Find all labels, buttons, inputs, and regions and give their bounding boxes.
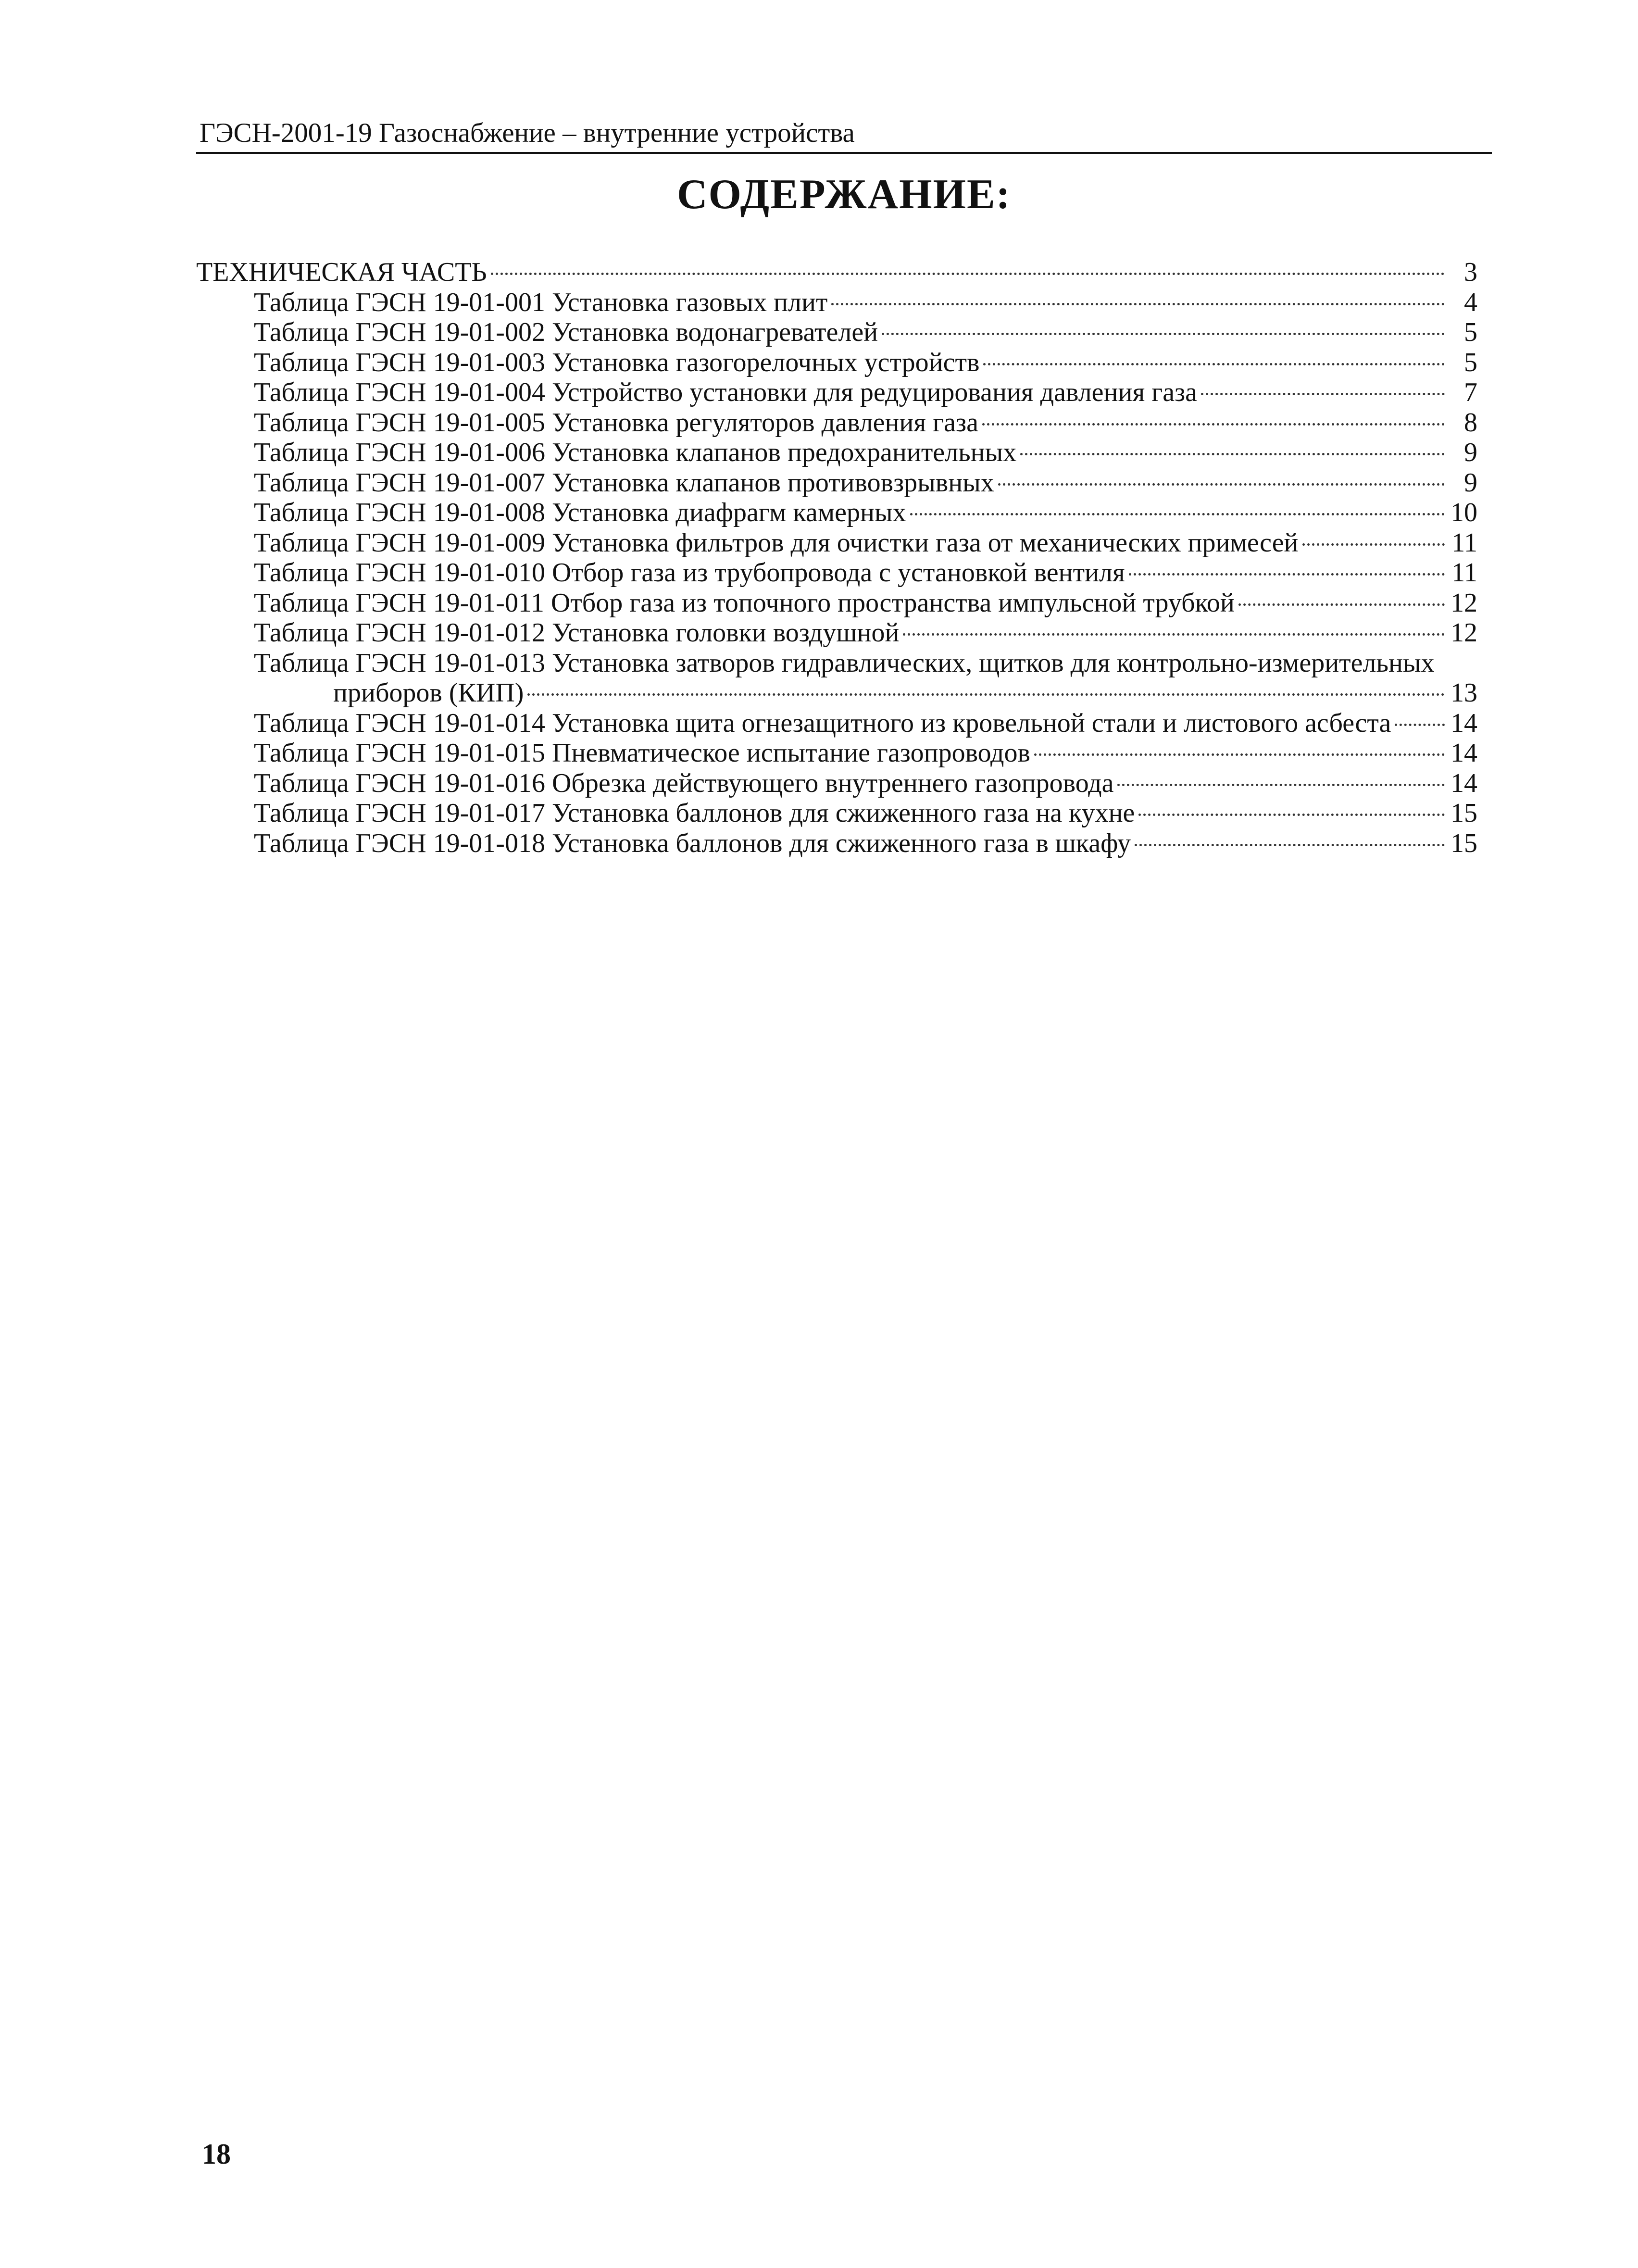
dot-leader (998, 483, 1445, 486)
toc-item-page: 9 (1464, 438, 1477, 467)
toc-item-page: 14 (1450, 708, 1477, 738)
toc-item[interactable] (196, 408, 1477, 438)
toc-item-label: Таблица ГЭСН 19-01-013 Установка затворов гидравлических, щитков для контрольно-измерительных (254, 648, 1435, 678)
dot-leader (882, 333, 1445, 335)
toc-item-page: 5 (1464, 317, 1477, 347)
toc-item-label: Таблица ГЭСН 19-01-015 Пневматическое испытание газопроводов (254, 738, 1030, 768)
dot-leader (527, 693, 1445, 696)
toc-item[interactable] (196, 288, 1477, 318)
toc-item-wrapped-continuation[interactable] (196, 678, 1477, 708)
toc-item[interactable] (196, 317, 1477, 348)
toc-item[interactable] (196, 588, 1477, 618)
table-of-contents (196, 257, 1477, 858)
page-title: СОДЕРЖАНИЕ: (677, 171, 1011, 218)
dot-leader (1117, 784, 1445, 786)
toc-item-label: Таблица ГЭСН 19-01-011 Отбор газа из топочного пространства импульсной трубкой (254, 588, 1235, 618)
dot-leader (1238, 603, 1445, 606)
dot-leader (910, 513, 1445, 515)
toc-item[interactable] (196, 528, 1477, 558)
toc-item-label: Таблица ГЭСН 19-01-009 Установка фильтров для очистки газа от механических примесей (254, 527, 1299, 558)
toc-item-label: Таблица ГЭСН 19-01-014 Установка щита огнезащитного из кровельной стали и листового асбеста (254, 708, 1391, 738)
toc-item-page: 10 (1450, 498, 1477, 527)
dot-leader (1138, 814, 1445, 816)
toc-item-label: ТЕХНИЧЕСКАЯ ЧАСТЬ (196, 257, 487, 287)
toc-item[interactable] (196, 738, 1477, 768)
toc-item-page: 3 (1464, 257, 1477, 287)
toc-item[interactable] (196, 468, 1477, 498)
toc-item-wrapped[interactable] (196, 648, 1477, 678)
dot-leader (491, 273, 1445, 275)
toc-item-page: 4 (1464, 287, 1477, 317)
toc-item-page: 11 (1451, 558, 1477, 588)
toc-item-label: Таблица ГЭСН 19-01-005 Установка регуляторов давления газа (254, 407, 978, 438)
toc-item-page: 14 (1450, 738, 1477, 768)
dot-leader (983, 363, 1445, 365)
dot-leader (903, 633, 1445, 636)
toc-item-label: Таблица ГЭСН 19-01-003 Установка газогорелочных устройств (254, 347, 980, 377)
toc-item-label: Таблица ГЭСН 19-01-001 Установка газовых плит (254, 287, 828, 317)
toc-item-page: 8 (1464, 407, 1477, 438)
toc-item-label: Таблица ГЭСН 19-01-008 Установка диафрагм камерных (254, 498, 906, 527)
toc-item-label: Таблица ГЭСН 19-01-010 Отбор газа из трубопровода с установкой вентиля (254, 558, 1125, 588)
running-header: ГЭСН-2001-19 Газоснабжение – внутренние устройства (200, 118, 855, 148)
toc-item-label: Таблица ГЭСН 19-01-007 Установка клапанов противовзрывных (254, 467, 994, 498)
toc-item-label: приборов (КИП) (333, 678, 524, 708)
toc-item-technical-part[interactable] (196, 257, 1477, 288)
toc-item-label: Таблица ГЭСН 19-01-018 Установка баллонов для сжиженного газа в шкафу (254, 828, 1131, 858)
toc-item[interactable] (196, 438, 1477, 468)
toc-item[interactable] (196, 348, 1477, 378)
dot-leader (1020, 453, 1445, 455)
toc-item[interactable] (196, 377, 1477, 408)
toc-item-page: 11 (1451, 527, 1477, 558)
toc-item-label: Таблица ГЭСН 19-01-017 Установка баллонов для сжиженного газа на кухне (254, 798, 1135, 828)
page-number: 18 (202, 2138, 231, 2170)
toc-item-label: Таблица ГЭСН 19-01-012 Установка головки воздушной (254, 618, 900, 648)
toc-item-label: Таблица ГЭСН 19-01-004 Устройство установки для редуцирования давления газа (254, 377, 1198, 407)
toc-item[interactable] (196, 768, 1477, 799)
toc-item-label: Таблица ГЭСН 19-01-002 Установка водонагревателей (254, 317, 878, 347)
dot-leader (1201, 393, 1445, 395)
toc-item-page: 12 (1450, 618, 1477, 648)
dot-leader (1135, 844, 1445, 846)
header-rule (196, 152, 1492, 154)
toc-item-label: Таблица ГЭСН 19-01-016 Обрезка действующего внутреннего газопровода (254, 768, 1114, 798)
toc-item[interactable] (196, 618, 1477, 648)
toc-item[interactable] (196, 828, 1477, 859)
toc-item-page: 15 (1450, 828, 1477, 858)
dot-leader (1034, 753, 1445, 756)
dot-leader (1129, 573, 1445, 576)
toc-item-page: 13 (1450, 678, 1477, 708)
toc-item[interactable] (196, 708, 1477, 739)
toc-item-page: 14 (1450, 768, 1477, 798)
toc-item[interactable] (196, 498, 1477, 528)
toc-item-page: 12 (1450, 588, 1477, 618)
dot-leader (982, 423, 1445, 426)
toc-item-page: 9 (1464, 467, 1477, 498)
dot-leader (831, 303, 1445, 305)
dot-leader (1302, 543, 1445, 546)
toc-item-page: 15 (1450, 798, 1477, 828)
toc-item-page: 7 (1464, 377, 1477, 407)
toc-item[interactable] (196, 798, 1477, 828)
toc-item-label: Таблица ГЭСН 19-01-006 Установка клапанов предохранительных (254, 438, 1017, 467)
toc-item-page: 5 (1464, 347, 1477, 377)
toc-item[interactable] (196, 558, 1477, 588)
dot-leader (1395, 724, 1445, 726)
